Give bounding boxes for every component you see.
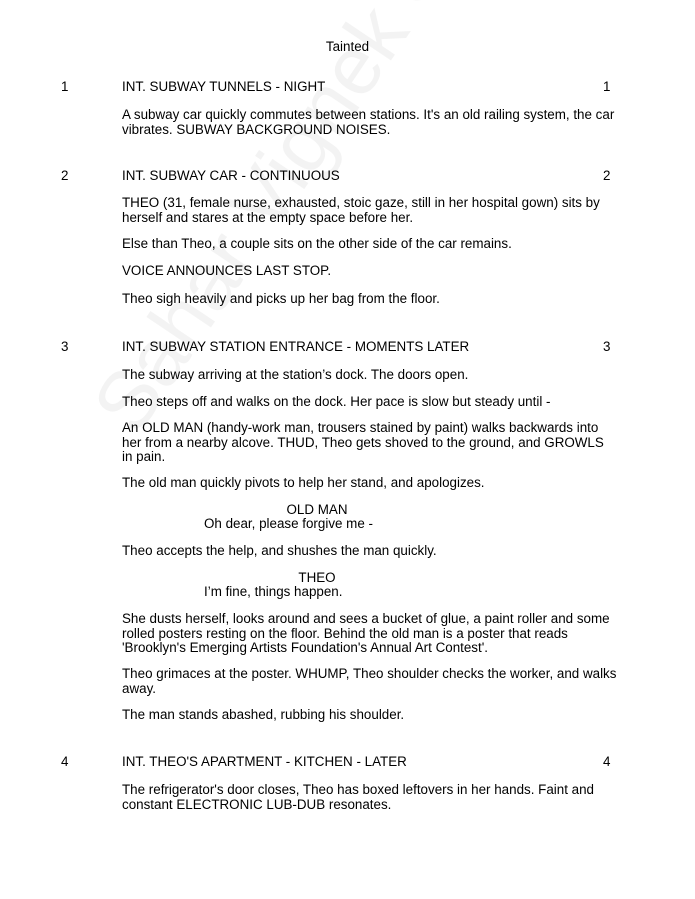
scene-number-left: 4 <box>61 754 69 769</box>
action-line: Theo grimaces at the poster. WHUMP, Theo shoulder checks the worker, and walks away. <box>122 666 617 696</box>
action-line: A subway car quickly commutes between stations. It's an old railing system, the car vibrates. SUBWAY BACKGROUND NOISES. <box>122 107 615 137</box>
scene-heading-2 <box>0 169 695 185</box>
character-cue: THEO <box>298 570 336 585</box>
action-line: Theo accepts the help, and shushes the man quickly. <box>122 543 437 558</box>
scene-number-left: 1 <box>61 79 69 94</box>
scene-heading-4 <box>0 755 695 771</box>
action-line: Else than Theo, a couple sits on the other side of the car remains. <box>122 236 512 251</box>
action-line: The subway arriving at the station’s dock. The doors open. <box>122 367 469 382</box>
scene-slugline: INT. SUBWAY TUNNELS - NIGHT <box>122 79 326 94</box>
scene-number-right: 2 <box>603 168 611 183</box>
action-line: THEO (31, female nurse, exhausted, stoic gaze, still in her hospital gown) sits by herself and stares at the empty space before her. <box>122 195 600 225</box>
action-line: She dusts herself, looks around and sees a bucket of glue, a paint roller and some rolled posters resting on the floor. Behind the old man is a poster that reads 'Brooklyn's Emerging Artists Foundation's Annual Art Contest'. <box>122 611 610 655</box>
dialogue-line: Oh dear, please forgive me - <box>204 516 373 531</box>
scene-heading-1 <box>0 80 695 96</box>
action-line: Theo steps off and walks on the dock. Her pace is slow but steady until - <box>122 394 551 409</box>
scene-number-left: 2 <box>61 168 69 183</box>
action-line: An OLD MAN (handy-work man, trousers stained by paint) walks backwards into her from a nearby alcove. THUD, Theo gets shoved to the ground, and GROWLS in pain. <box>122 420 604 464</box>
scene-number-right: 4 <box>603 754 611 769</box>
scene-number-right: 1 <box>603 79 611 94</box>
dialogue-line: I’m fine, things happen. <box>204 584 343 599</box>
scene-slugline: INT. SUBWAY CAR - CONTINUOUS <box>122 168 340 183</box>
scene-slugline: INT. THEO'S APARTMENT - KITCHEN - LATER <box>122 754 407 769</box>
action-line: The man stands abashed, rubbing his shoulder. <box>122 707 405 722</box>
scene-heading-3 <box>0 340 695 356</box>
character-cue: OLD MAN <box>286 502 348 517</box>
action-line: VOICE ANNOUNCES LAST STOP. <box>122 263 332 278</box>
page-title: Tainted <box>325 39 370 54</box>
action-line: The old man quickly pivots to help her stand, and apologizes. <box>122 475 485 490</box>
scene-slugline: INT. SUBWAY STATION ENTRANCE - MOMENTS LATER <box>122 339 470 354</box>
action-line: Theo sigh heavily and picks up her bag from the floor. <box>122 291 440 306</box>
scene-number-left: 3 <box>61 339 69 354</box>
action-line: The refrigerator's door closes, Theo has boxed leftovers in her hands. Faint and constant ELECTRONIC LUB-DUB resonates. <box>122 782 594 812</box>
scene-number-right: 3 <box>603 339 611 354</box>
